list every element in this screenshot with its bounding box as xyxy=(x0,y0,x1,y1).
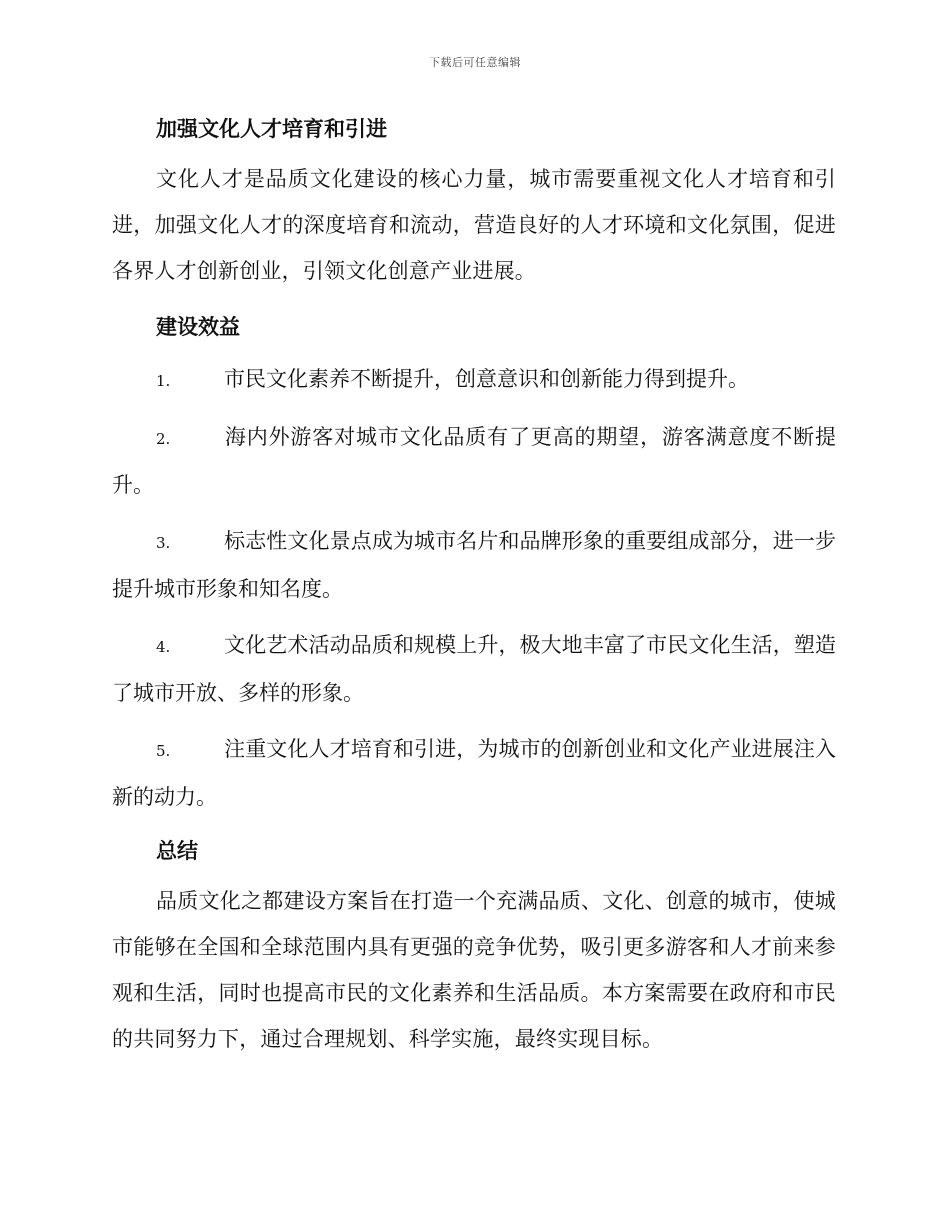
section-heading-benefits: 建设效益 xyxy=(156,315,240,339)
list-item xyxy=(112,414,836,508)
page-header-note: 下载后可任意编辑 xyxy=(429,56,521,69)
list-item-text: 市民文化素养不断提升，创意意识和创新能力得到提升。 xyxy=(224,367,749,391)
list-item-number: 5. xyxy=(156,742,171,760)
list-item xyxy=(112,518,836,612)
list-item-number: 3. xyxy=(156,534,171,552)
section-heading-talent: 加强文化人才培育和引进 xyxy=(156,117,387,141)
list-item-text: 注重文化人才培育和引进，为城市的创新创业和文化产业进展注入新的动力。 xyxy=(112,737,836,809)
list-item-text: 文化艺术活动品质和规模上升，极大地丰富了市民文化生活，塑造了城市开放、多样的形象。 xyxy=(112,633,836,705)
list-item xyxy=(112,622,836,716)
list-item xyxy=(112,726,836,820)
list-item-number: 2. xyxy=(156,430,171,448)
paragraph-summary: 品质文化之都建设方案旨在打造一个充满品质、文化、创意的城市，使城市能够在全国和全球范围内具有更强的竞争优势，吸引更多游客和人才前来参观和生活，同时也提高市民的文化素养和生活品质。本方案需要在政府和市民的共同努力下，通过合理规划、科学实施，最终实现目标。 xyxy=(112,889,836,1051)
section-heading-summary: 总结 xyxy=(156,839,198,863)
list-item xyxy=(112,356,836,404)
list-item-number: 1. xyxy=(156,372,171,390)
list-item-text: 标志性文化景点成为城市名片和品牌形象的重要组成部分，进一步提升城市形象和知名度。 xyxy=(112,529,836,601)
list-item-number: 4. xyxy=(156,638,171,656)
document-body xyxy=(112,112,836,1062)
list-item-text: 海内外游客对城市文化品质有了更高的期望，游客满意度不断提升。 xyxy=(112,425,836,497)
paragraph-talent: 文化人才是品质文化建设的核心力量，城市需要重视文化人才培育和引进，加强文化人才的深度培育和流动，营造良好的人才环境和文化氛围，促进各界人才创新创业，引领文化创意产业进展。 xyxy=(112,167,836,283)
